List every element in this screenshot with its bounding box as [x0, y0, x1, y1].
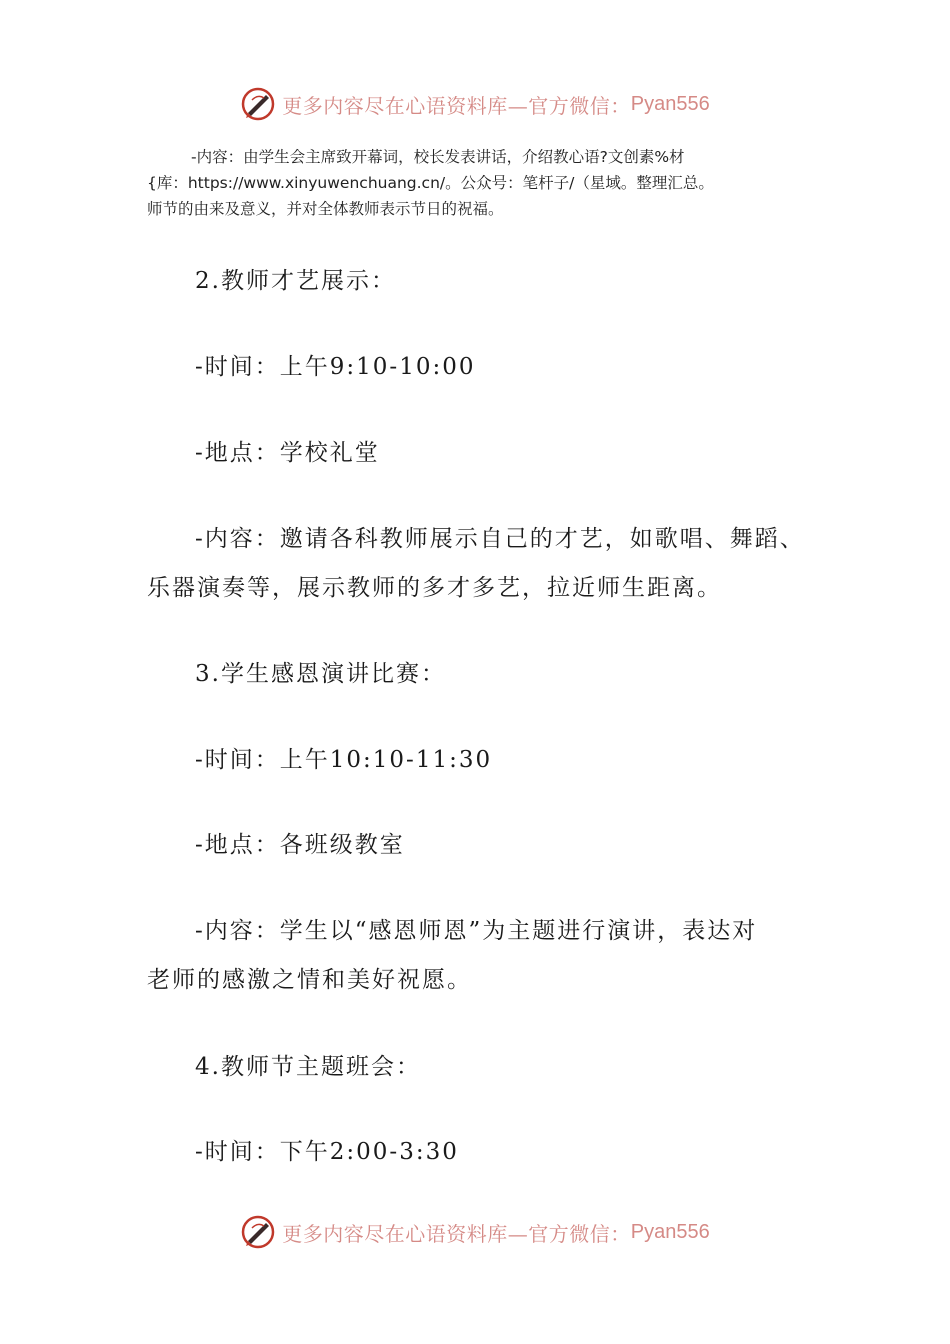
section-2-content-line-2: 乐器演奏等，展示教师的多才多艺，拉近师生距离。	[147, 575, 722, 601]
section-4-title: 4.教师节主题班会：	[195, 1054, 421, 1080]
section-3-content-line-1: -内容：学生以“感恩师恩”为主题进行演讲，表达对	[195, 918, 758, 944]
section-3-place: -地点：各班级教室	[195, 832, 405, 858]
intro-line-3: 师节的由来及意义，并对全体教师表示节日的祝福。	[147, 200, 504, 218]
header-banner-text: 更多内容尽在心语资料库—官方微信：	[282, 93, 631, 118]
intro-block	[147, 144, 817, 222]
header-banner-wechat: Pyan556	[630, 92, 710, 115]
intro-line-1: -内容：由学生会主席致开幕词，校长发表讲话，介绍教心语?文创素%材	[191, 148, 685, 166]
footer-banner-wechat: Pyan556	[630, 1220, 710, 1243]
pen-logo-icon	[240, 86, 276, 122]
section-2-place: -地点：学校礼堂	[195, 440, 380, 466]
section-3-time: -时间：上午10:10-11:30	[195, 747, 493, 773]
section-3-content-line-2: 老师的感激之情和美好祝愿。	[147, 967, 472, 993]
section-2-time: -时间：上午9:10-10:00	[195, 354, 476, 380]
pen-logo-icon	[240, 1214, 276, 1250]
footer-banner	[0, 1212, 950, 1252]
section-3-title: 3.学生感恩演讲比赛：	[195, 661, 446, 687]
section-2-title: 2.教师才艺展示：	[195, 268, 396, 294]
section-4-time: -时间：下午2:00-3:30	[195, 1139, 459, 1165]
section-2-content-line-1: -内容：邀请各科教师展示自己的才艺，如歌唱、舞蹈、	[195, 526, 805, 552]
header-banner	[0, 84, 950, 124]
footer-banner-text: 更多内容尽在心语资料库—官方微信：	[282, 1221, 631, 1246]
intro-line-2: {库：https://www.xinyuwenchuang.cn/。公众号：笔杆子/（星域。整理汇总。	[147, 174, 714, 192]
